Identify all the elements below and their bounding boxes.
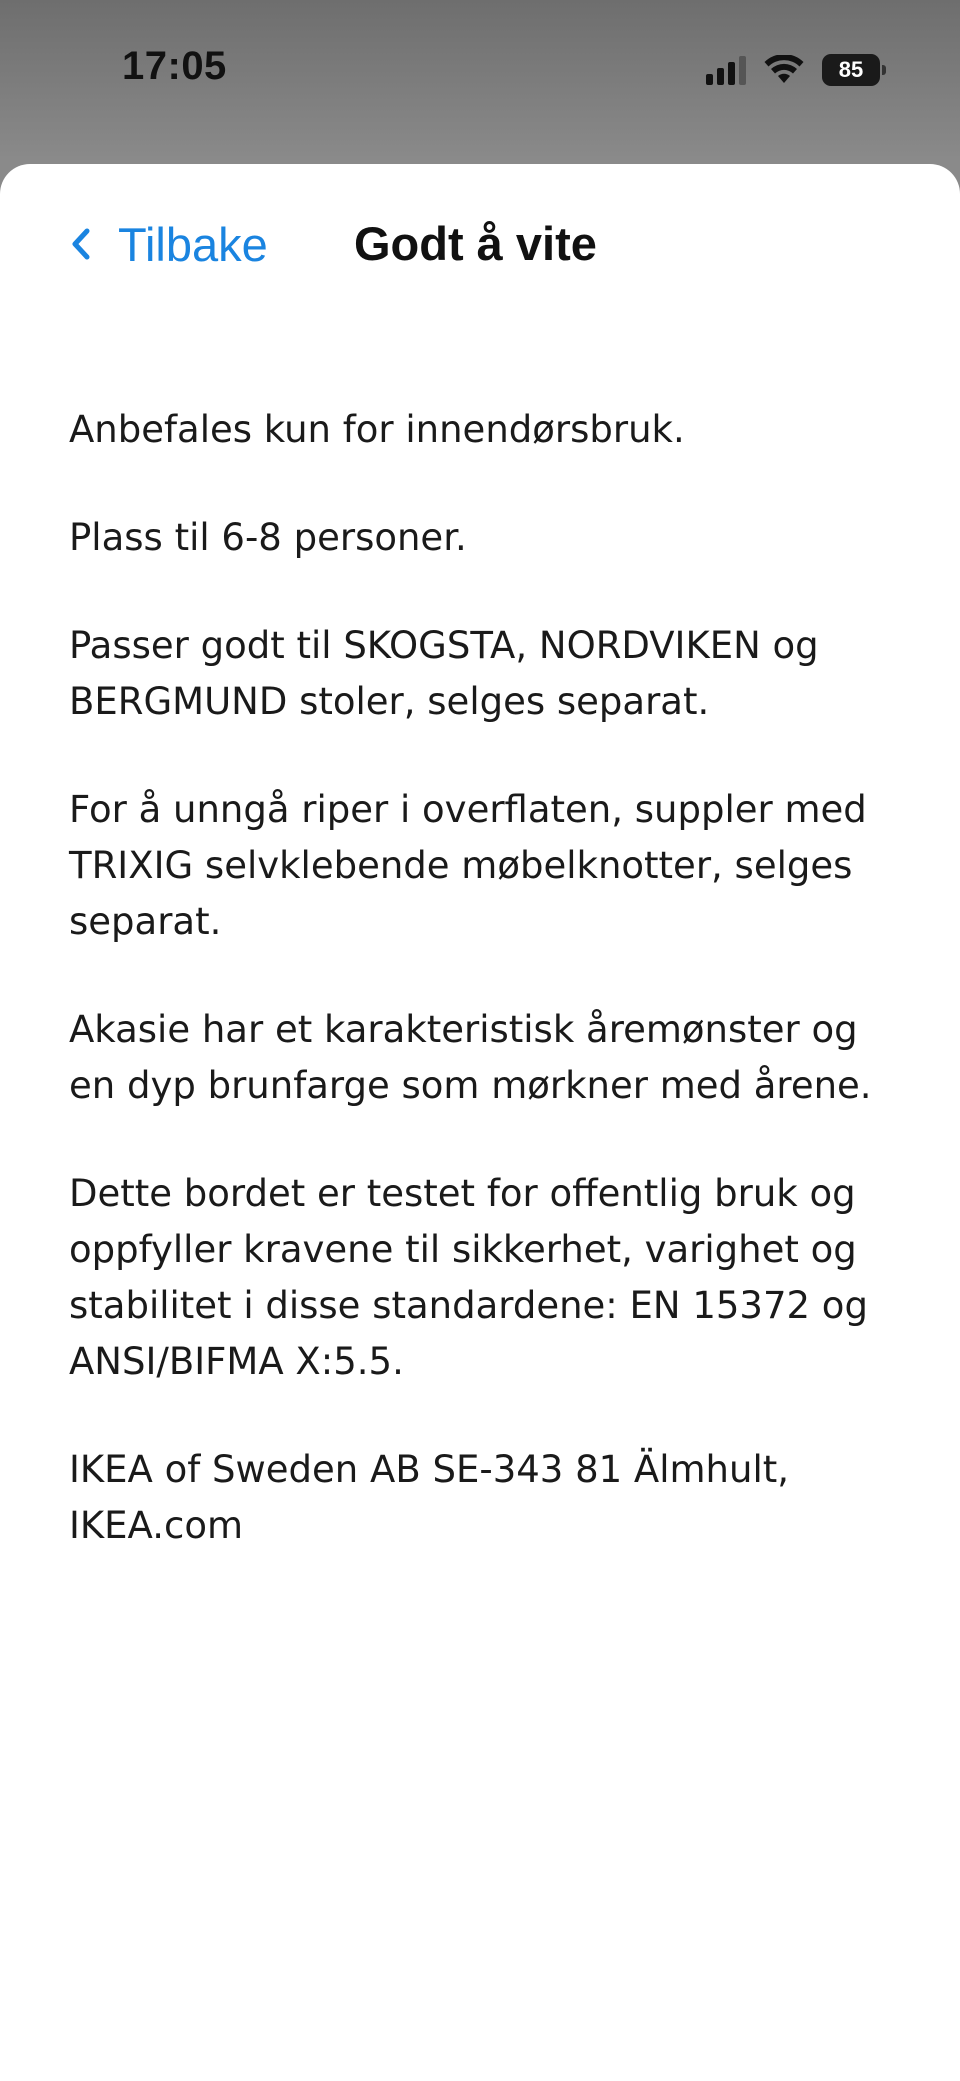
navigation-bar	[0, 194, 960, 294]
info-paragraph: Passer godt til SKOGSTA, NORDVIKEN og BERGMUND stoler, selges separat.	[69, 624, 819, 723]
status-icons	[706, 52, 880, 88]
cellular-signal-icon	[706, 55, 746, 85]
info-content	[69, 402, 899, 1606]
info-paragraph: IKEA of Sweden AB SE-343 81 Älmhult, IKEA.com	[69, 1448, 790, 1547]
info-paragraph: Dette bordet er testet for offentlig bruk og oppfyller kravene til sikkerhet, varighet og stabilitet i disse standardene: EN 15372 og ANSI/BIFMA X:5.5.	[69, 1172, 868, 1383]
info-paragraph: For å unngå riper i overflaten, suppler med TRIXIG selvklebende møbelknotter, selges separat.	[69, 788, 867, 943]
status-bar	[0, 0, 960, 140]
info-paragraph: Anbefales kun for innendørsbruk.	[69, 408, 685, 451]
back-label: Tilbake	[118, 217, 268, 271]
back-button[interactable]	[70, 194, 268, 294]
chevron-left-icon	[70, 227, 92, 261]
good-to-know-sheet	[0, 164, 960, 2081]
wifi-icon	[764, 55, 804, 85]
info-paragraph: Akasie har et karakteristisk åremønster og en dyp brunfarge som mørkner med årene.	[69, 1008, 872, 1107]
info-paragraph: Plass til 6-8 personer.	[69, 516, 467, 559]
battery-icon	[822, 54, 880, 86]
page-title: Godt å vite	[354, 217, 597, 270]
status-time: 17:05	[122, 44, 227, 88]
battery-level: 85	[838, 57, 864, 82]
